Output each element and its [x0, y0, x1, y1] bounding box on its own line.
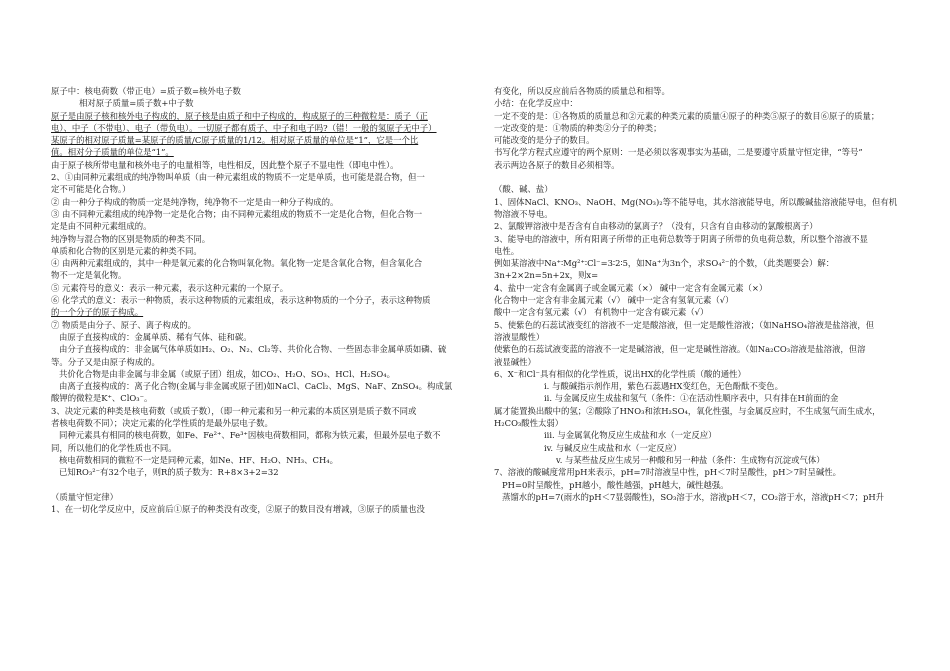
- right-text-line: 电性。: [494, 245, 520, 256]
- left-text-line: 某原子的相对原子质量=某原子的质量/C原子质量的1/12。相对原子质量的单位是“1”，它是一个比: [51, 135, 419, 146]
- left-text-line: 原子是由原子核和核外电子构成的，原子核是由质子和中子构成的，构成原子的三种微粒是：质子（正: [51, 110, 428, 121]
- right-text-line: 小结：在化学反应中：: [494, 98, 578, 109]
- left-text-line: 者核电荷数不同）；决定元素的化学性质的是最外层电子数。: [51, 418, 273, 429]
- left-text-line: 电）、中子（不带电）、电子（带负电）。一切原子都有质子、中子和电子吗?（错！一般的氢原子无中子）: [51, 122, 437, 133]
- left-text-line: 2、①由同种元素组成的纯净物叫单质（由一种元素组成的物质不一定是单质，也可能是混合物，但一: [51, 172, 425, 183]
- right-text-line: 7、溶液的酸碱度常用pH来表示，pH=7时溶液呈中性，pH＜7时呈酸性，pH＞7时呈碱性。: [494, 467, 841, 478]
- left-column: [51, 85, 478, 515]
- left-text-line: 3、决定元素的种类是核电荷数（或质子数），（即一种元素和另一种元素的本质区别是质子数不同或: [51, 405, 417, 416]
- right-text-line: 1、固体NaCl、KNO₃、NaOH、Mg(NO₃)₂等不能导电，其水溶液能导电，所以酸碱盐溶液能导电，但有机: [494, 196, 898, 207]
- right-text-line: 液显碱性）: [494, 356, 536, 367]
- right-column: [494, 85, 914, 503]
- right-text-line: 化合物中一定含有非金属元素（√） 碱中一定含有氢氧元素（√）: [494, 295, 734, 306]
- left-text-line: 核电荷数相同的微粒不一定是同种元素，如Ne、HF、H₂O、NH₃、CH₄。: [59, 454, 338, 465]
- right-text-line: H₂CO₃酸性太弱）: [494, 418, 564, 429]
- left-text-line: 同种元素具有相同的核电荷数，如Fe、Fe²⁺、Fe³⁺因核电荷数相同，都称为铁元素，但最外层电子数不: [59, 430, 441, 441]
- left-text-line: 定是由不同种元素组成的。: [51, 221, 152, 232]
- left-text-line: 相对原子质量=质子数+中子数: [79, 98, 194, 109]
- right-text-line: 蒸馏水的pH=7(雨水的pH＜7显弱酸性)，SO₃溶于水，溶液pH＜7，CO₂溶于水，溶液pH＜7；pH升: [502, 491, 885, 502]
- left-text-line: 由分子直接构成的：非金属气体单质如H₂、O₂、N₂、Cl₂等、共价化合物、一些固态非金属单质如磷、硫: [59, 344, 447, 355]
- left-text-line: 定不可能是化合物。）: [51, 184, 131, 195]
- left-text-line: 纯净物与混合物的区别是物质的种类不同。: [51, 233, 211, 244]
- right-text-line: 溶液显酸性）: [494, 331, 545, 342]
- left-text-line: ③ 由不同种元素组成的纯净物一定是化合物；由不同种元素组成的物质不一定是化合物，但化合物一: [51, 208, 423, 219]
- left-text-line: ⑦ 物质是由分子、原子、离子构成的。: [51, 319, 197, 330]
- right-text-line: 5、使紫色的石蕊试液变红的溶液不一定是酸溶液，但一定是酸性溶液；（如NaHSO₄溶液是盐溶液，但: [494, 319, 875, 330]
- right-text-line: 有变化，所以反应前后各物质的质量总和相等。: [494, 86, 670, 96]
- left-text-line: ⑤ 元素符号的意义：表示一种元素，表示这种元素的一个原子。: [51, 282, 289, 293]
- left-text-line: （质量守恒定律）: [51, 491, 118, 502]
- right-text-line: iv. 与碱反应生成盐和水（一定反应）: [544, 442, 682, 453]
- right-text-line: 属才能置换出酸中的氢；②酸除了HNO₃和浓H₂SO₄，氧化性强，与金属反应时，不生成氢气而生成水，: [494, 405, 881, 416]
- left-text-line: [51, 479, 478, 491]
- left-text-line: 由于原子核所带电量和核外电子的电量相等，电性相反，因此整个原子不显电性（即电中性）。: [51, 159, 399, 170]
- right-text-line: 使紫色的石蕊试液变蓝的溶液不一定是碱溶液，但一定是碱性溶液。（如Na₂CO₃溶液是盐溶液，但溶: [494, 344, 866, 355]
- left-text-line: 酸钾的微粒是K⁺、ClO₃⁻。: [51, 393, 153, 404]
- right-text-line: 书写化学方程式应遵守的两个原则：一是必须以客观事实为基础，二是要遵守质量守恒定律，“等号”: [494, 147, 863, 158]
- right-text-line: 2、氯酸钾溶液中是否含有自由移动的氯离子？（没有，只含有自由移动的氯酸根离子）: [494, 221, 818, 232]
- left-text-line: 原子中：核电荷数（带正电）=质子数=核外电子数: [51, 86, 241, 96]
- right-text-line: PH=0时呈酸性，pH越小，酸性越强，pH越大，碱性越强。: [502, 479, 729, 490]
- right-text-line: 6、X⁻和Cl⁻具有相似的化学性质，说出HX的化学性质（酸的通性）: [494, 368, 746, 379]
- right-text-line: 物溶液不导电。: [494, 208, 553, 219]
- left-text-line: ④ 由两种元素组成的，其中一种是氧元素的化合物叫氧化物。氧化物一定是含氧化合物，但含氧化合: [51, 258, 423, 269]
- left-text-line: 已知RO₃²⁻有32个电子，则R的质子数为：R+8×3+2=32: [59, 467, 279, 478]
- right-text-line: v. 与某些盐反应生成另一种酸和另一种盐（条件：生成物有沉淀或气体）: [556, 454, 825, 465]
- right-text-line: 3、能导电的溶液中，所有阳离子所带的正电荷总数等于阴离子所带的负电荷总数，所以整个溶液不显: [494, 233, 868, 244]
- left-text-line: 1、在一切化学反应中，反应前后①原子的种类没有改变，②原子的数目没有增减，③原子的质量也没: [51, 504, 425, 515]
- left-text-line: 单质和化合物的区别是元素的种类不同。: [51, 245, 202, 256]
- left-text-line: 由离子直接构成的：离子化合物(金属与非金属或原子团)如NaCl、CaCl₂、MgS、NaF、ZnSO₄。构成氯: [59, 381, 453, 392]
- right-text-line: iii. 与金属氧化物反应生成盐和水（一定反应）: [544, 430, 717, 441]
- right-text-line: 一定不变的是：①各物质的质量总和②元素的种类元素的质量④原子的种类⑤原子的数目⑥原子的质量；: [494, 110, 880, 121]
- left-text-line: ⑥ 化学式的意义：表示一种物质，表示这种物质的元素组成，表示这种物质的一个分子，表示这种物质: [51, 295, 431, 306]
- left-text-line: ② 由一种分子构成的物质一定是纯净物，纯净物不一定是由一种分子构成的。: [51, 196, 339, 207]
- left-text-line: 物不一定是氧化物。: [51, 270, 127, 281]
- left-text-line: 等。分子又是由原子构成的。: [51, 356, 160, 367]
- left-text-line: 值。相对分子质量的单位是“1”。: [51, 147, 174, 158]
- right-text-line: [494, 171, 914, 183]
- left-text-line: 的一个分子的原子构成。: [51, 307, 144, 318]
- right-text-line: 酸中一定含有氢元素（√） 有机物中一定含有碳元素（√）: [494, 307, 709, 318]
- right-text-line: 一定改变的是：①物质的种类②分子的种类；: [494, 122, 662, 133]
- left-text-line: 共价化合物是由非金属与非金属（或原子团）组成，如CO₂、H₂O、SO₃、HCl、H₂SO₄。: [59, 368, 396, 379]
- right-text-line: ii. 与金属反应生成盐和氢气（条件：①在活动性顺序表中，只有排在H前面的金: [544, 393, 839, 404]
- right-text-line: 3n+2×2n=5n+2x，则x=: [494, 270, 599, 281]
- right-text-line: 表示两边各原子的数目必须相等。: [494, 159, 620, 170]
- right-text-line: 例如某溶液中Na⁺∶Mg²⁺∶Cl⁻=3∶2∶5，如Na⁺为3n个，求SO₄²⁻的个数，（此类题要会）解：: [494, 258, 835, 269]
- left-text-line: 由原子直接构成的：金属单质、稀有气体、硅和碳。: [59, 331, 252, 342]
- right-text-line: 4、盐中一定含有金属离子或金属元素（×） 碱中一定含有金属元素（×）: [494, 282, 768, 293]
- left-text-line: 同，所以他们的化学性质也不同。: [51, 442, 177, 453]
- right-text-line: i. 与酸碱指示剂作用，紫色石蕊遇HX变红色，无色酚酞不变色。: [544, 381, 784, 392]
- right-text-line: （酸、碱、盐）: [494, 184, 553, 195]
- right-text-line: 可能改变的是分子的数目。: [494, 135, 595, 146]
